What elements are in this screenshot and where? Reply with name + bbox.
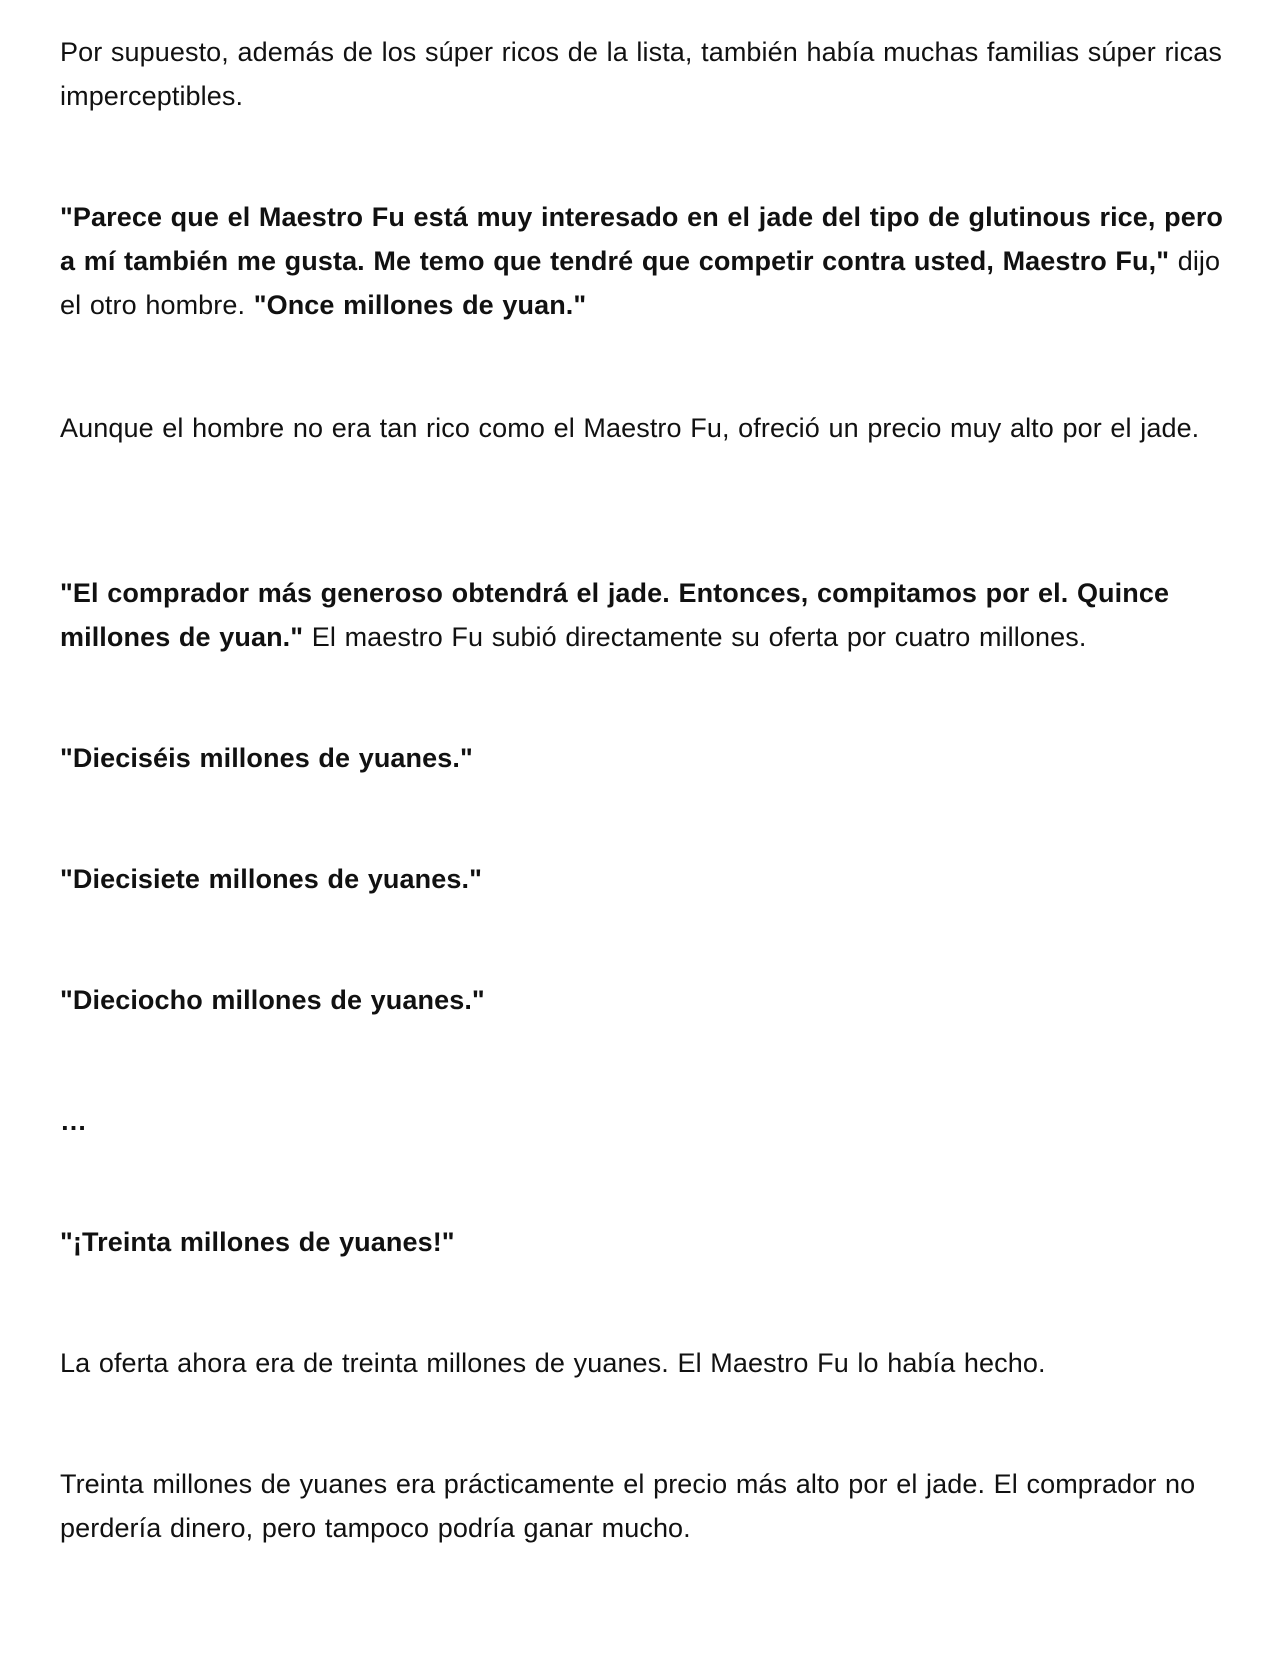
paragraph-6: "Diecisiete millones de yuanes." — [60, 864, 482, 894]
paragraph-9: "¡Treinta millones de yuanes!" — [60, 1227, 455, 1257]
paragraph-2 — [60, 195, 1230, 327]
dialogue-bold: "Parece que el Maestro Fu está muy interesado en el jade del tipo de glutinous rice, pero a mí también me gusta. Me temo que tendré que competir contra usted, Maestro Fu," — [60, 202, 1224, 276]
dialogue-bold: "El comprador más generoso obtendrá el jade. Entonces, compitamos por el. Quince millones de yuan." — [60, 578, 1170, 652]
paragraph-3: Aunque el hombre no era tan rico como el Maestro Fu, ofreció un precio muy alto por el jade. — [60, 413, 1200, 443]
paragraph-10: La oferta ahora era de treinta millones de yuanes. El Maestro Fu lo había hecho. — [60, 1348, 1046, 1378]
narration-text: dijo el otro hombre. — [60, 246, 1221, 320]
paragraph-4 — [60, 571, 1230, 659]
paragraph-5: "Dieciséis millones de yuanes." — [60, 743, 473, 773]
paragraph-11: Treinta millones de yuanes era prácticamente el precio más alto por el jade. El comprador no perdería dinero, pero tampoco podría ganar mucho. — [60, 1469, 1196, 1543]
paragraph-1: Por supuesto, además de los súper ricos de la lista, también había muchas familias súper ricas imperceptibles. — [60, 37, 1222, 111]
dialogue-bold: "Once millones de yuan." — [253, 290, 587, 320]
paragraph-8-ellipsis: … — [60, 1106, 88, 1136]
paragraph-7: "Dieciocho millones de yuanes." — [60, 985, 485, 1015]
narration-text: El maestro Fu subió directamente su oferta por cuatro millones. — [303, 622, 1087, 652]
